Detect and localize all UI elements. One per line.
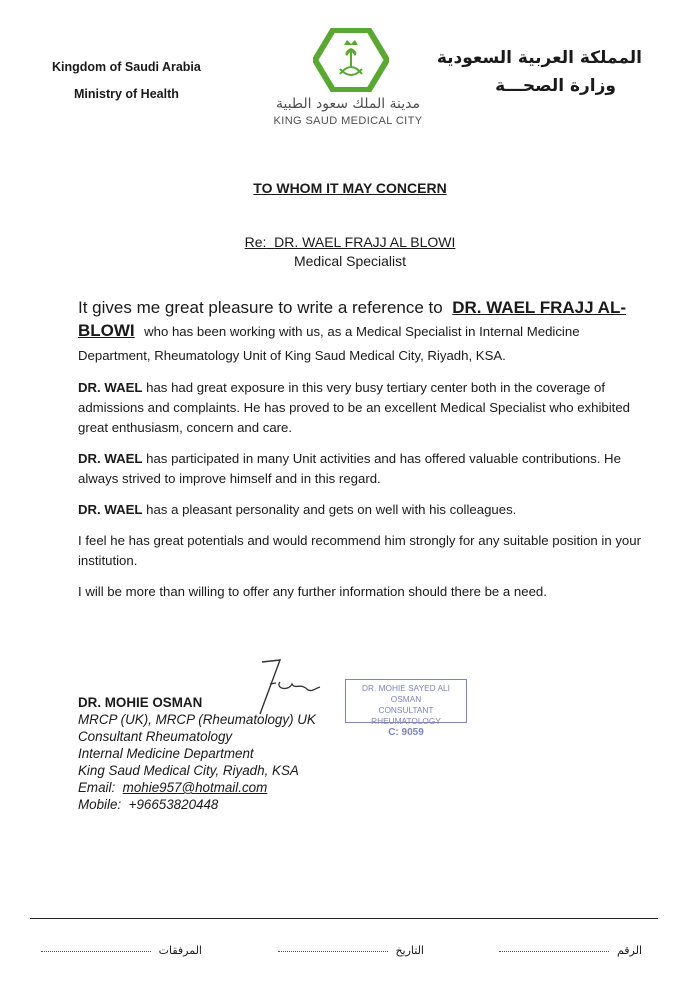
logo-arabic-text: مدينة الملك سعود الطبية [275,96,421,112]
footer-date-label: التاريخ [395,944,424,957]
paragraph-1-name: DR. WAEL [78,380,143,395]
signer-title: Consultant Rheumatology [78,729,233,744]
intro-rest: who has been working with us, as a Medical Specialist in Internal Medicine Department, Rheumatology Unit of King Saud Medical City, Riyadh, KSA. [78,324,580,363]
mobile-label: Mobile: [78,797,122,812]
signer-mobile-row [78,796,316,813]
mobile-number: +96653820448 [128,797,219,812]
reference-name: DR. WAEL FRAJJ AL BLOWI [274,234,456,250]
footer-attachments [41,944,202,957]
header-kingdom: Kingdom of Saudi Arabia [52,60,201,74]
footer-date-dots [278,951,388,952]
header-english [52,54,202,108]
reference-role: Medical Specialist [293,253,407,269]
paragraph-3-text: has a pleasant personality and gets on well with his colleagues. [146,502,517,517]
doctor-stamp [345,679,467,738]
header-kingdom-arabic: المملكة العربية السعودية [436,48,642,68]
footer-number-label: الرقم [616,944,642,957]
paragraph-1-text: has had great exposure in this very busy tertiary center both in the coverage of admissions and complaints. He has proved to be an excellent Medical Specialist who exhibited great enthusiasm, concern and care. [78,380,630,435]
paragraph-5: I will be more than willing to offer any further information should there be a need. [78,584,547,599]
paragraph-3 [78,500,650,520]
signer-institution: King Saud Medical City, Riyadh, KSA [78,763,299,778]
paragraph-1 [78,378,650,438]
stamp-code: C: 9059 [388,727,424,738]
reference-block [0,234,700,269]
ksmc-logo-icon [313,28,389,92]
header-ministry: Ministry of Health [74,87,179,101]
stamp-name: DR. MOHIE SAYED ALI OSMAN [362,683,450,704]
footer-number-dots [499,951,609,952]
paragraph-4: I feel he has great potentials and would recommend him strongly for any suitable position in your institution. [78,533,641,568]
reference-line [245,234,456,250]
signer-name: DR. MOHIE OSMAN [78,695,203,710]
footer-number [499,944,642,957]
header-arabic [437,44,642,100]
intro-name: DR. WAEL FRAJJ AL-BLOWI [78,298,626,340]
stamp-title: CONSULTANT RHEUMATOLOGY [371,705,441,726]
signature-block [78,694,316,813]
paragraph-2 [78,449,650,489]
signer-email-row [78,779,316,796]
header-ministry-arabic: وزارة الصحـــة [495,76,616,96]
footer-attachments-dots [41,951,151,952]
signer-qualifications: MRCP (UK), MRCP (Rheumatology) UK [78,712,316,727]
paragraph-2-name: DR. WAEL [78,451,143,466]
footer-attachments-label: المرفقات [158,944,202,957]
intro-lead: It gives me great pleasure to write a reference to [78,298,443,317]
intro-paragraph [78,296,650,367]
footer-divider [30,918,658,919]
reference-prefix: Re: [244,234,267,250]
signer-department: Internal Medicine Department [78,746,254,761]
paragraph-3-name: DR. WAEL [78,502,143,517]
logo-english-text: KING SAUD MEDICAL CITY [273,115,423,127]
email-label: Email: [78,780,116,795]
letter-body [78,296,650,613]
footer-date [278,944,424,957]
letter-title: TO WHOM IT MAY CONCERN [253,180,447,196]
paragraph-2-text: has participated in many Unit activities and has offered valuable contributions. He always strived to improve himself and in this regard. [78,451,621,486]
email-link[interactable]: mohie957@hotmail.com [122,780,268,795]
